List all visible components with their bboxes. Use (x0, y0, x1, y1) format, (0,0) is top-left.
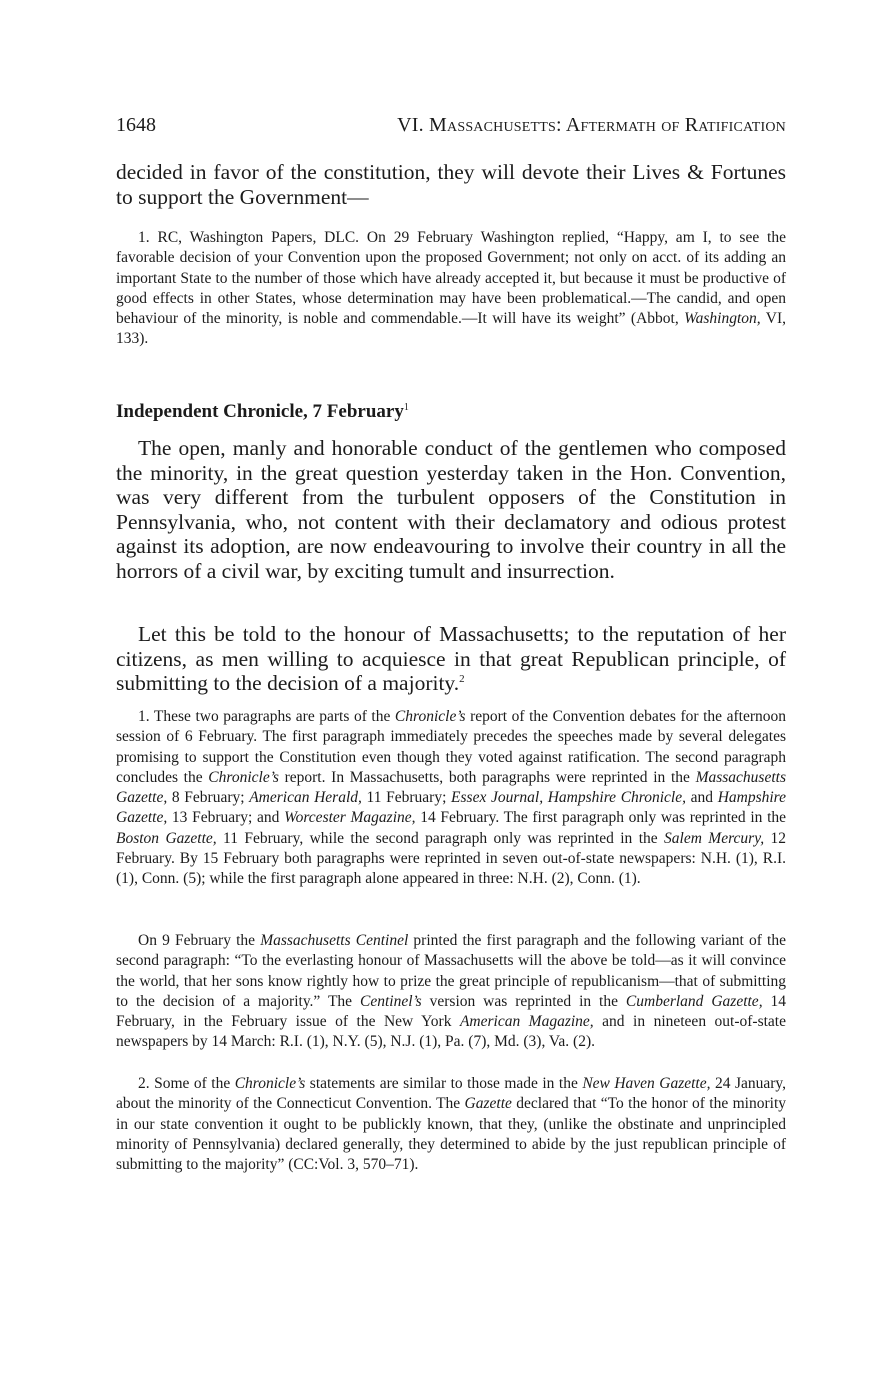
footnote-2: 2. Some of the Chronicle’s statements are similar to those made in the New Haven Gazette, 24 January, about the minority of the Connecticut Convention. The Gazette declared that “To the honor of the minority in our state convention it ought to be publickly known, that they, (unlike the obstinate and unprincipled minority of Pennsylvania) declared generally, they determined to abide by the just republican principle of submitting to the majority” (CC:Vol. 3, 570–71). (116, 1075, 787, 1174)
footnote-washington: 1. RC, Washington Papers, DLC. On 29 February Washington replied, “Happy, am I, to see the favorable decision of your Convention upon the proposed Government; not only on acct. of its adding an important State to the number of those which have already accepted it, but because it must be productive of good effects in other States, whose determination may have been problematical.—The candid, and open behaviour of the minority, is noble and commendable.—It will have its weight” (Abbot, Washington, VI, 133). (116, 229, 786, 348)
footnote-1-continued: On 9 February the Massachusetts Centinel printed the first paragraph and the following variant of the second paragraph: “To the everlasting honour of Massachusetts will the above be told—as it will convince the world, that her sons know rightly how to prize the great principle of republicanism—that of submitting to the decision of a majority.” The Centinel’s version was reprinted in the Cumberland Gazette, 14 February, in the February issue of the New York American Magazine, and in nineteen out-of-state newspapers by 14 March: R.I. (1), N.Y. (5), N.J. (1), Pa. (7), Md. (3), Va. (2). (116, 932, 786, 1051)
note-ref-1: 1 (403, 402, 409, 413)
continuation-paragraph: decided in favor of the constitution, they will devote their Lives & Fortunes to support the Government— (116, 160, 786, 209)
note-ref-2: 2 (459, 673, 465, 685)
paragraph-2: Let this be told to the honour of Massachusetts; to the reputation of her citizens, as men willing to acquiesce in that great Republican principle, of submitting to the decision of a majority.$^2$ (116, 622, 786, 695)
page-header (116, 112, 786, 138)
footnote-1: 1. These two paragraphs are parts of the Chronicle’s report of the Convention debates for the afternoon session of 6 February. The first paragraph immediately precedes the speeches made by several delegates promising to support the Constitution even though they voted against ratification. The second paragraph concludes the Chronicle’s report. In Massachusetts, both paragraphs were reprinted in the Massachusetts Gazette, 8 February; American Herald, 11 February; Essex Journal, Hampshire Chronicle, and Hampshire Gazette, 13 February; and Worcester Magazine, 14 February. The first paragraph only was reprinted in the Boston Gazette, 11 February, while the second paragraph only was reprinted in the Salem Mercury, 12 February. By 15 February both paragraphs were reprinted in seven out-of-state newspapers: N.H. (1), R.I. (1), Conn. (5); while the first paragraph alone appeared in three: N.H. (2), Conn. (1). (116, 708, 787, 888)
section-heading: Independent Chronicle, 7 February$^1$ (116, 401, 409, 422)
running-head: VI. Massachusetts: Aftermath of Ratification (397, 114, 786, 136)
page-number: 1648 (116, 114, 156, 136)
paragraph-1: The open, manly and honorable conduct of the gentlemen who composed the minority, in the great question yesterday taken in the Hon. Convention, was very different from the turbulent opposers of the Constitution in Pennsylvania, who, not content with their declamatory and odious protest against its adoption, are now endeavouring to involve their country in all the horrors of a civil war, by exciting tumult and insurrection. (116, 436, 786, 583)
